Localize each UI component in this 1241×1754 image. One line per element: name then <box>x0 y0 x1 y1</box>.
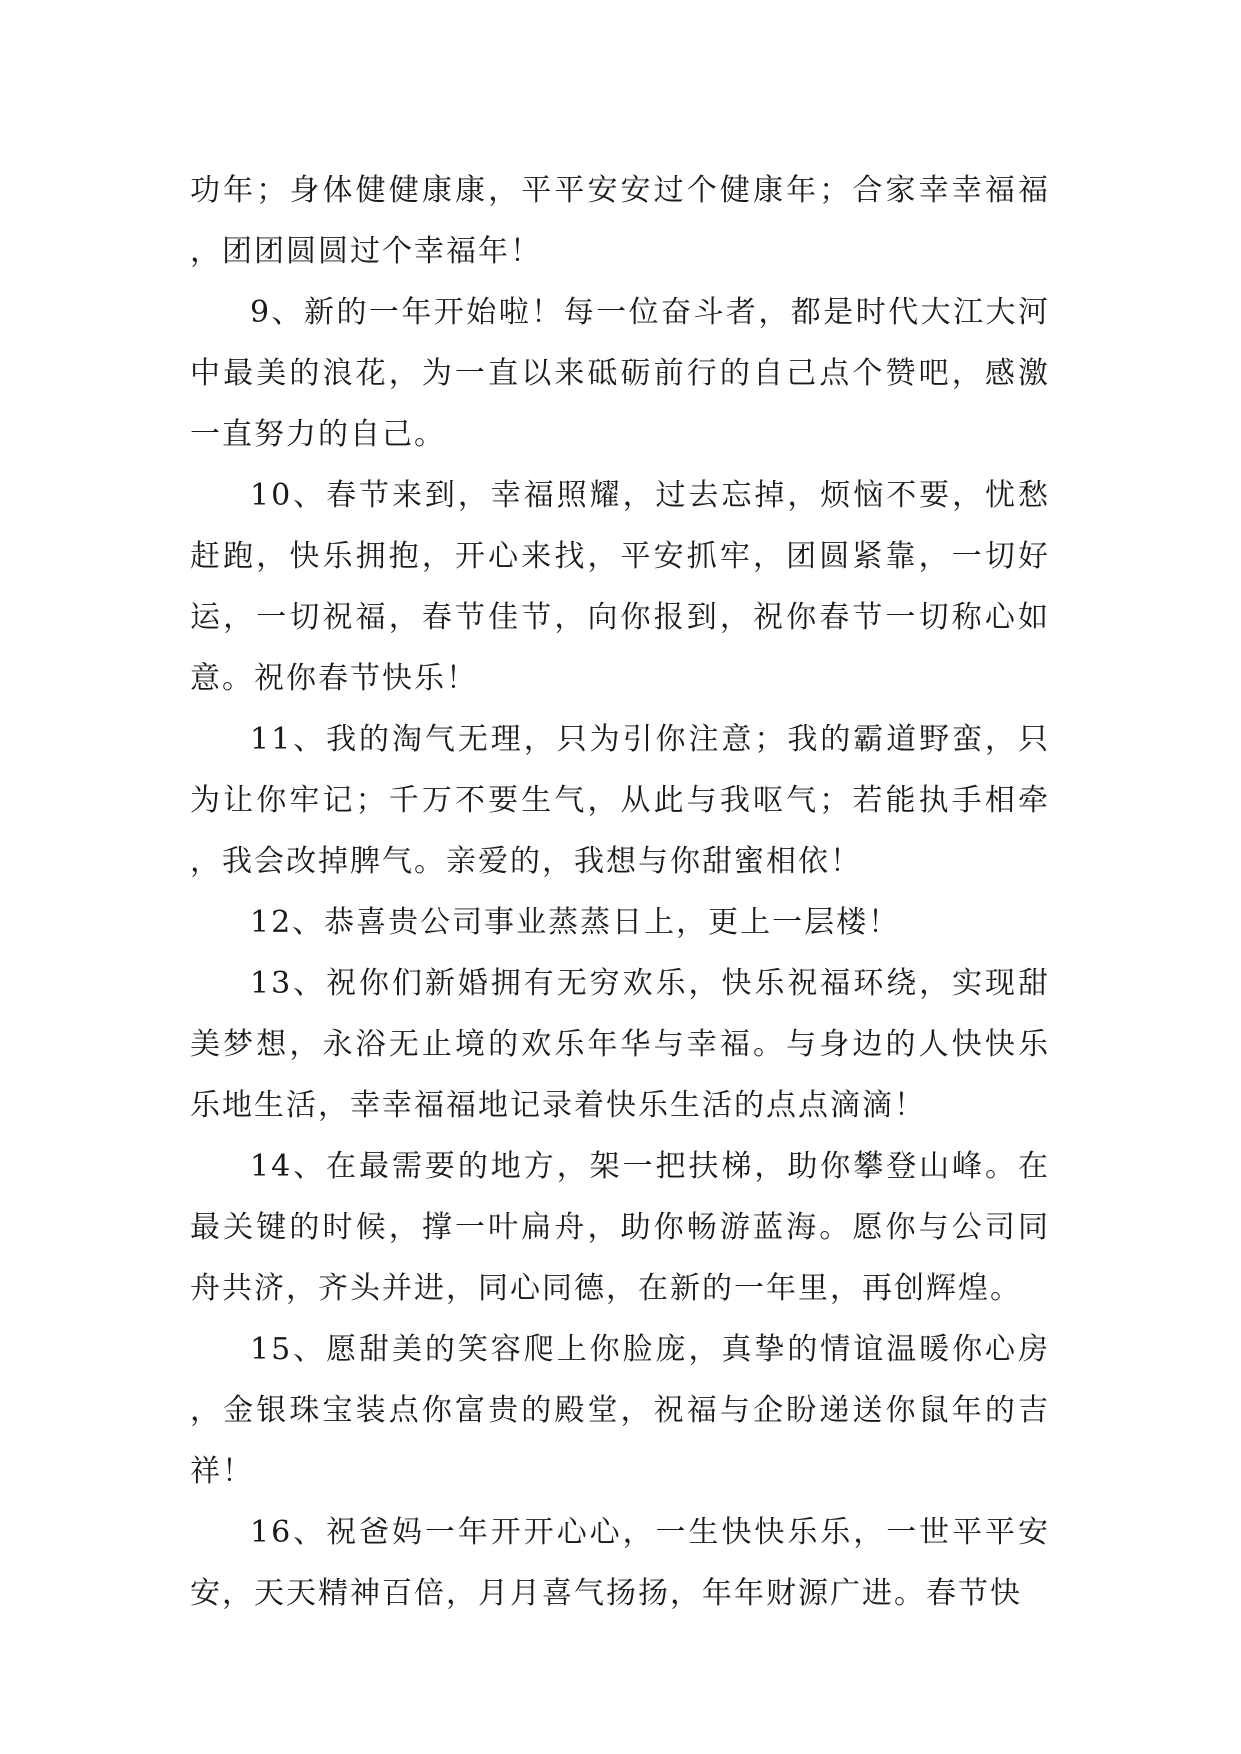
paragraph-continued: 功年；身体健健康康，平平安安过个健康年；合家幸幸福福，团团圆圆过个幸福年！ <box>190 173 1050 269</box>
paragraph-item-9: 9、新的一年开始啦！每一位奋斗者，都是时代大江大河中最美的浪花，为一直以来砥砺前行的自己点个赞吧，感激一直努力的自己。 <box>190 295 1050 452</box>
paragraph-item-15: 15、愿甜美的笑容爬上你脸庞，真挚的情谊温暖你心房，金银珠宝装点你富贵的殿堂，祝福与企盼递送你鼠年的吉祥！ <box>190 1332 1050 1489</box>
paragraph-item-12: 12、恭喜贵公司事业蒸蒸日上，更上一层楼！ <box>250 905 901 940</box>
paragraph-item-13: 13、祝你们新婚拥有无穷欢乐，快乐祝福环绕，实现甜美梦想，永浴无止境的欢乐年华与幸福。与身边的人快快乐乐地生活，幸幸福福地记录着快乐生活的点点滴滴！ <box>190 966 1050 1123</box>
paragraph-item-11: 11、我的淘气无理，只为引你注意；我的霸道野蛮，只为让你牢记；千万不要生气，从此与我呕气；若能执手相牵，我会改掉脾气。亲爱的，我想与你甜蜜相依！ <box>190 722 1050 879</box>
paragraph-item-14: 14、在最需要的地方，架一把扶梯，助你攀登山峰。在最关键的时候，撑一叶扁舟，助你畅游蓝海。愿你与公司同舟共济，齐头并进，同心同德，在新的一年里，再创辉煌。 <box>190 1149 1050 1306</box>
paragraph-item-16: 16、祝爸妈一年开开心心，一生快快乐乐，一世平平安安，天天精神百倍，月月喜气扬扬，年年财源广进。春节快 <box>190 1515 1050 1611</box>
paragraph-item-10: 10、春节来到，幸福照耀，过去忘掉，烦恼不要，忧愁赶跑，快乐拥抱，开心来找，平安抓牢，团圆紧靠，一切好运，一切祝福，春节佳节，向你报到，祝你春节一切称心如意。祝你春节快乐！ <box>190 478 1050 696</box>
document-body <box>190 160 1050 1624</box>
